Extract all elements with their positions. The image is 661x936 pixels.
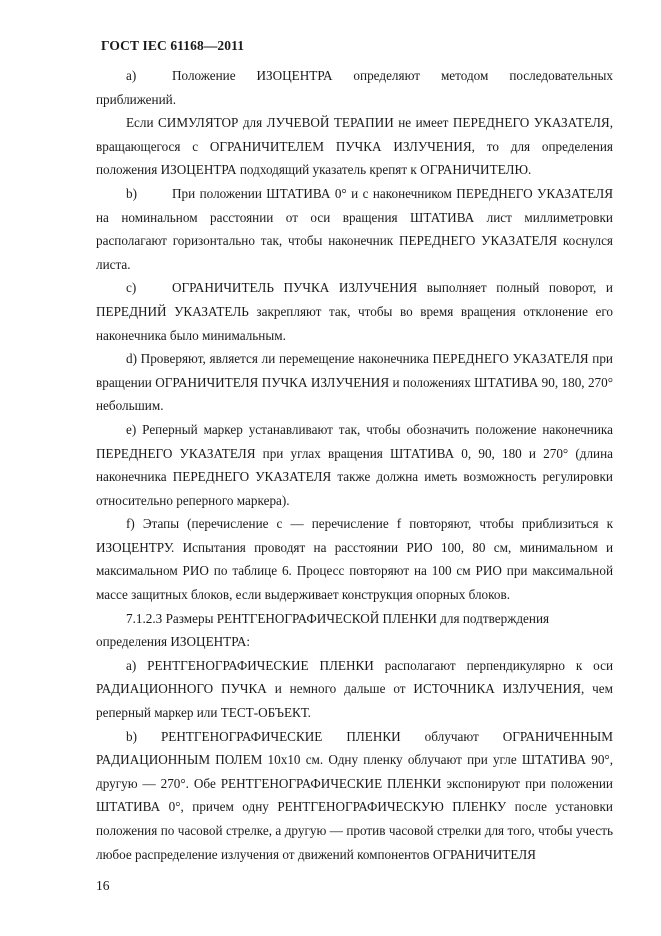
paragraph-section-a: а) РЕНТГЕНОГРАФИЧЕСКИЕ ПЛЕНКИ располагают перпендикулярно к оси РАДИАЦИОННОГО ПУЧКА и немного дальше от ИСТОЧНИКА ИЗЛУЧЕНИЯ, чем реперный маркер или ТЕСТ-ОБЪЕКТ. (96, 657, 613, 721)
paragraph-section-b: b) РЕНТГЕНОГРАФИЧЕСКИЕ ПЛЕНКИ облучают ОГРАНИЧЕННЫМ РАДИАЦИОННЫМ ПОЛЕМ 10x10 см. Одну пленку облучают при угле ШТАТИВА 90°, другую — 270°. Обе РЕНТГЕНОГРАФИЧЕСКИЕ ПЛЕНКИ экспонируют при положении ШТАТИВА 0°, причем одну РЕНТГЕНОГРАФИЧЕСКУЮ ПЛЕНКУ после установки положения по часовой стрелке, а другую — против часовой стрелки для того, чтобы учесть любое распределение излучения от движений компонентов ОГРАНИЧИТЕЛЯ (96, 728, 613, 862)
list-marker-c: c) (126, 280, 137, 296)
paragraph-b-text: При положении ШТАТИВА 0° и с наконечником ПЕРЕДНЕГО УКАЗАТЕЛЯ на номинальном расстоянии от оси вращения ШТАТИВА лист миллиметровки располагают горизонтально так, чтобы наконечник ПЕРЕДНЕГО УКАЗАТЕЛЯ коснулся листа. (96, 185, 613, 272)
paragraph-e: e) Реперный маркер устанавливают так, чтобы обозначить положение наконечника ПЕРЕДНЕГО УКАЗАТЕЛЯ при углах вращения ШТАТИВА 0, 90, 180 и 270° (длина наконечника ПЕРЕДНЕГО УКАЗАТЕЛЯ также должна иметь возможность регулировки относительно реперного маркера). (96, 421, 613, 508)
section-heading-7-1-2-3: 7.1.2.3 Размеры РЕНТГЕНОГРАФИЧЕСКОЙ ПЛЕНКИ для подтверждения определения ИЗОЦЕНТРА: (96, 610, 550, 650)
document-header: ГОСТ IEC 61168—2011 (101, 38, 245, 53)
paragraph-f: f) Этапы (перечисление с — перечисление f повторяют, чтобы приблизиться к ИЗОЦЕНТРУ. Испытания проводят на расстоянии РИО 100, 80 см, минимальном и максимальном РИО по таблице 6. Процесс повторяют на 100 см РИО при максимальной массе защитных блоков, если выдерживает конструкция опорных блоков. (96, 516, 613, 603)
paragraph-c-text: ОГРАНИЧИТЕЛЬ ПУЧКА ИЗЛУЧЕНИЯ выполняет полный поворот, и ПЕРЕДНИЙ УКАЗАТЕЛЬ закрепляют так, чтобы во время вращения отклонение его наконечника было минимальным. (96, 280, 613, 343)
list-marker-a: а) (126, 68, 137, 83)
paragraph-c (96, 276, 613, 347)
paragraph-b (96, 182, 613, 276)
page-number: 16 (96, 878, 110, 893)
paragraph-a (96, 64, 613, 111)
document-body (96, 64, 613, 866)
list-marker-b: b) (126, 185, 137, 201)
paragraph-a-text: Положение ИЗОЦЕНТРА определяют методом последовательных приближений. (96, 68, 613, 107)
paragraph-d: d) Проверяют, является ли перемещение наконечника ПЕРЕДНЕГО УКАЗАТЕЛЯ при вращении ОГРАНИЧИТЕЛЯ ПУЧКА ИЗЛУЧЕНИЯ и положениях ШТАТИВА 90, 180, 270° небольшим. (96, 351, 613, 414)
paragraph-if: Если СИМУЛЯТОР для ЛУЧЕВОЙ ТЕРАПИИ не имеет ПЕРЕДНЕГО УКАЗАТЕЛЯ, вращающегося с ОГРАНИЧИТЕЛЕМ ПУЧКА ИЗЛУЧЕНИЯ, то для определения положения ИЗОЦЕНТРА подходящий указатель крепят к ОГРАНИЧИТЕЛЮ. (96, 115, 613, 178)
